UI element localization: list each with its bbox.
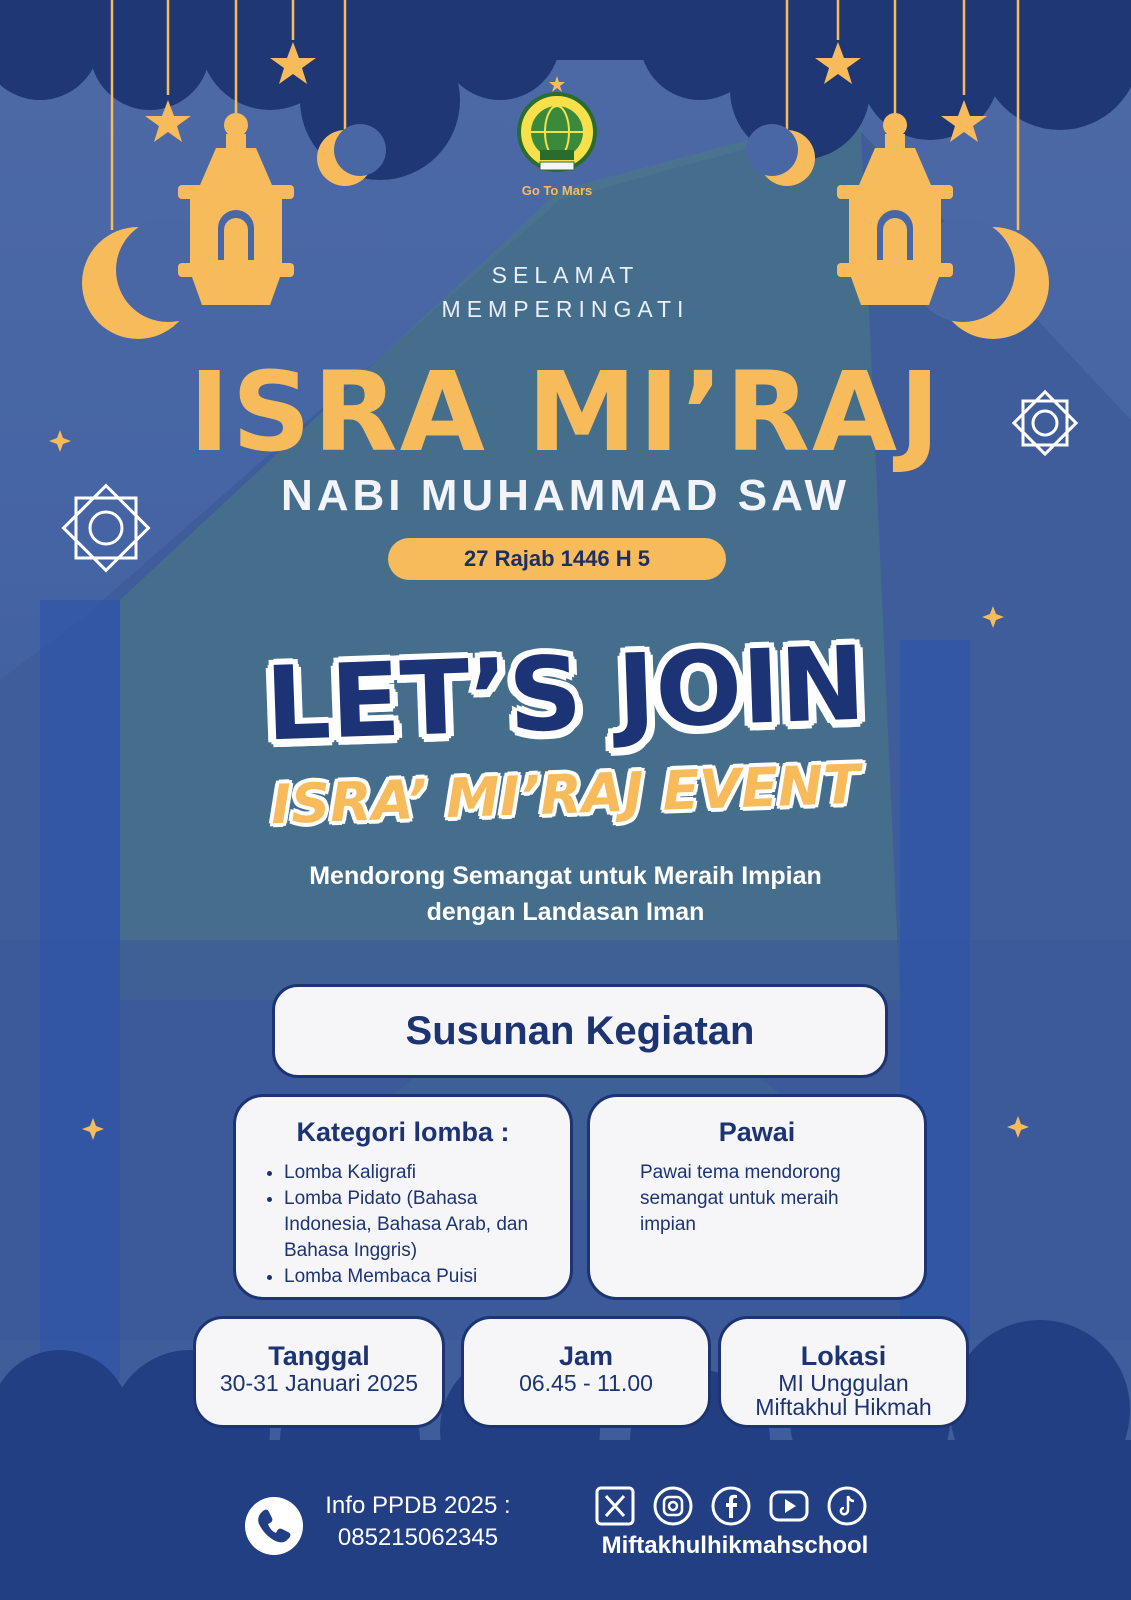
greeting-line1: SELAMAT bbox=[491, 262, 640, 288]
competition-list bbox=[256, 1160, 550, 1290]
youtube-icon[interactable] bbox=[769, 1486, 809, 1526]
hijri-date-badge: 27 Rajab 1446 H 5 bbox=[388, 538, 726, 580]
tagline-line1: Mendorong Semangat untuk Meraih Impian bbox=[309, 862, 822, 890]
list-item: • Lomba Kaligrafi bbox=[284, 1160, 550, 1186]
time-card bbox=[461, 1316, 711, 1428]
phone-number: 085215062345 bbox=[337, 1524, 499, 1551]
list-item: • Lomba Membaca Puisi bbox=[284, 1264, 550, 1290]
greeting bbox=[0, 258, 1131, 326]
headline: LET’S JOIN bbox=[263, 624, 868, 765]
time-label: Jam bbox=[558, 1341, 614, 1371]
event-title: ISRA MI’RAJ bbox=[188, 348, 943, 476]
event-name: ISRA’ MI’RAJ EVENT bbox=[269, 752, 861, 837]
competition-card bbox=[233, 1094, 573, 1300]
location-line1: MI Unggulan bbox=[778, 1370, 909, 1396]
competition-title: Kategori lomba : bbox=[296, 1117, 510, 1147]
logo-motto: Go To Mars bbox=[521, 183, 593, 198]
x-icon[interactable] bbox=[595, 1486, 635, 1526]
phone-icon bbox=[245, 1497, 303, 1555]
parade-card bbox=[587, 1094, 927, 1300]
greeting-line2: MEMPERINGATI bbox=[441, 296, 690, 322]
tagline bbox=[0, 858, 1131, 930]
facebook-icon[interactable] bbox=[711, 1486, 751, 1526]
parade-description: Pawai tema mendorong semangat untuk meraih impian bbox=[640, 1162, 841, 1235]
location-card bbox=[718, 1316, 969, 1428]
tagline-line2: dengan Landasan Iman bbox=[426, 898, 705, 926]
schedule-heading: Susunan Kegiatan bbox=[272, 984, 888, 1078]
instagram-icon[interactable] bbox=[653, 1486, 693, 1526]
date-value: 30-31 Januari 2025 bbox=[219, 1370, 419, 1396]
date-label: Tanggal bbox=[268, 1341, 370, 1371]
tiktok-icon[interactable] bbox=[827, 1486, 867, 1526]
time-value: 06.45 - 11.00 bbox=[519, 1370, 653, 1396]
location-label: Lokasi bbox=[800, 1341, 887, 1371]
date-card bbox=[193, 1316, 445, 1428]
location-line2: Miftakhul Hikmah bbox=[755, 1394, 932, 1420]
info-label: Info PPDB 2025 : bbox=[325, 1492, 511, 1519]
social-handle: Miftakhulhikmahschool bbox=[601, 1532, 869, 1559]
parade-title: Pawai bbox=[718, 1117, 796, 1147]
event-subtitle: NABI MUHAMMAD SAW bbox=[280, 471, 851, 520]
list-item: • Lomba Pidato (Bahasa Indonesia, Bahasa Arab, dan Bahasa Inggris) bbox=[284, 1186, 550, 1264]
contact-info bbox=[313, 1490, 523, 1554]
